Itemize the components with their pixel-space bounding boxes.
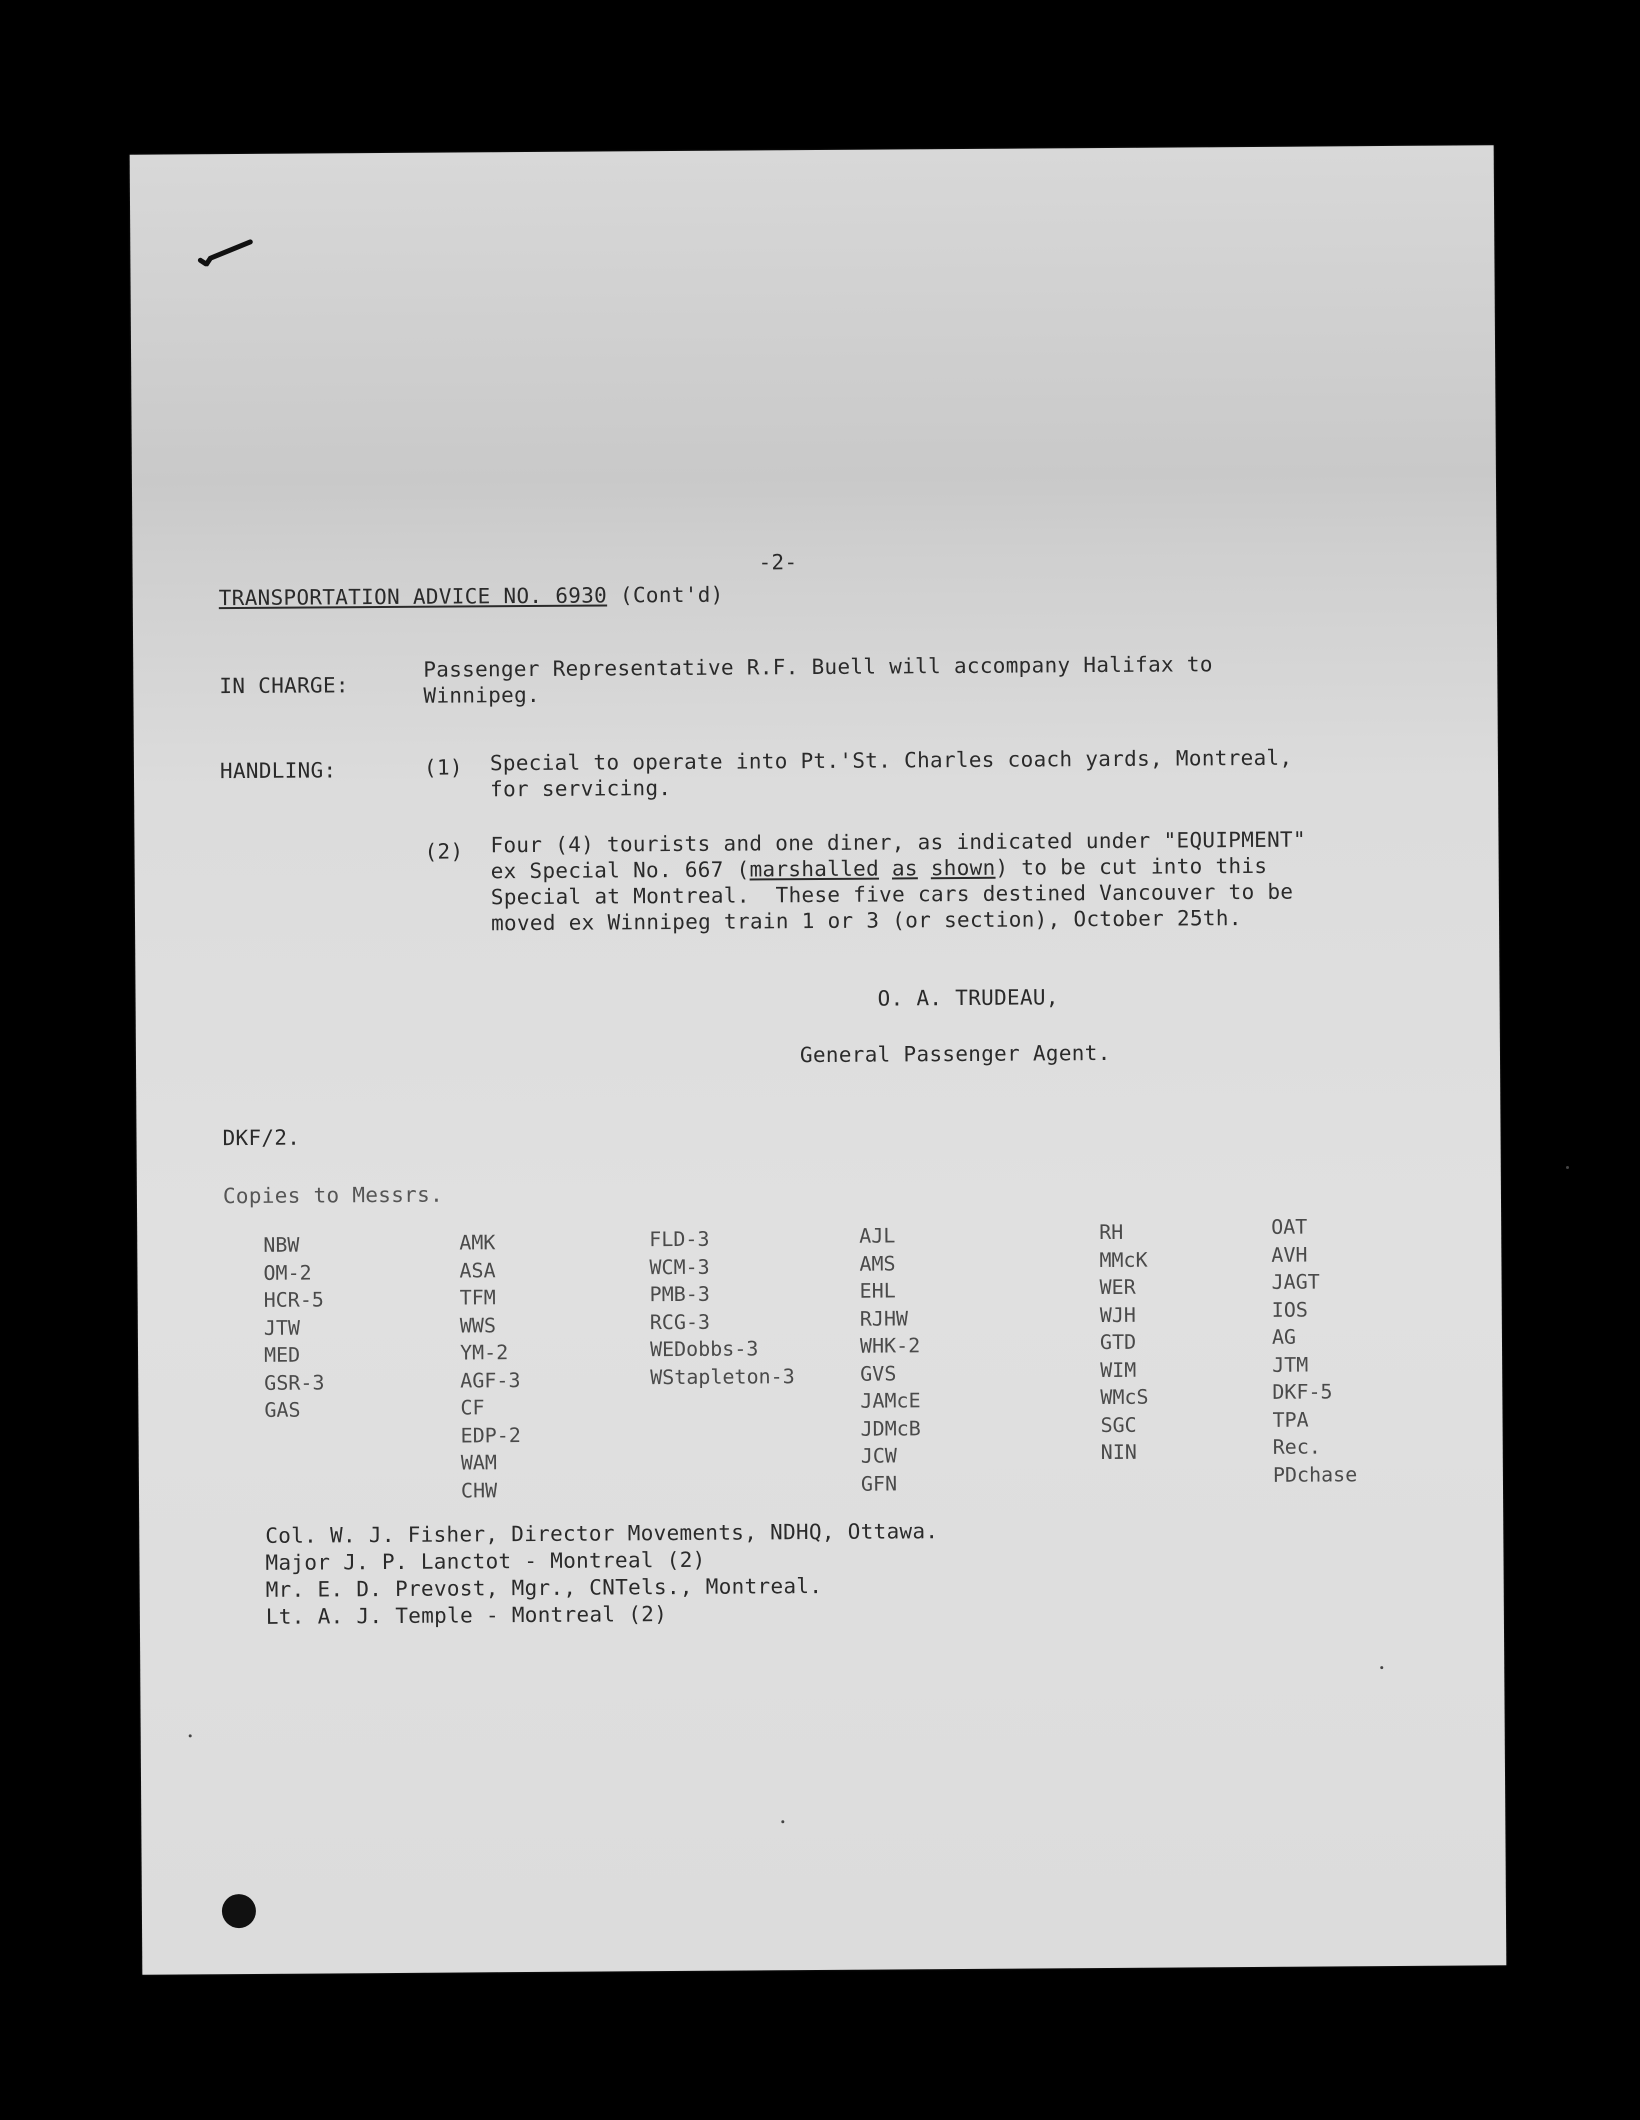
copy-recipient: OM-2 [263, 1260, 312, 1285]
copies-label: Copies to Messrs. [222, 1182, 444, 1209]
handling-item2-line2 [491, 854, 1268, 883]
signature-title: General Passenger Agent. [799, 1040, 1111, 1068]
copy-recipient: DKF-5 [1272, 1379, 1333, 1404]
page-number: -2- [758, 550, 798, 575]
copy-recipient: WER [1099, 1274, 1136, 1300]
copy-recipient: TFM [459, 1285, 496, 1310]
copy-recipient: AGF-3 [460, 1367, 521, 1393]
copies-column-2 [459, 1229, 521, 1504]
copy-recipient: GFN [860, 1470, 898, 1496]
copy-recipient: SGC [1100, 1412, 1137, 1437]
copy-recipient: HCR-5 [263, 1287, 324, 1312]
document-page [130, 145, 1507, 1974]
punch-hole [222, 1894, 256, 1928]
copy-recipient: NBW [263, 1232, 300, 1257]
in-charge-line1: Passenger Representative R.F. Buell will accompany Halifax to [423, 652, 1213, 682]
handling-item1-line1: Special to operate into Pt.'St. Charles coach yards, Montreal, [489, 745, 1293, 776]
copy-recipient: RCG-3 [649, 1309, 711, 1334]
copy-recipient: AVH [1271, 1242, 1308, 1267]
copy-recipient: JTM [1272, 1352, 1309, 1377]
background-speck [1566, 1166, 1569, 1169]
copy-recipient: JDMcB [860, 1415, 921, 1441]
copy-recipient: EDP-2 [460, 1422, 521, 1448]
reference-initials: DKF/2. [222, 1125, 301, 1151]
copy-recipient: WIM [1100, 1357, 1137, 1382]
pen-check-mark [196, 236, 254, 266]
copies-column-4 [859, 1222, 921, 1497]
copy-recipient: JAGT [1271, 1269, 1320, 1294]
copy-recipient: WCM-3 [649, 1254, 710, 1279]
copy-recipient: AJL [859, 1223, 896, 1248]
copy-recipient: WWS [459, 1312, 497, 1338]
copy-recipient: WStapleton-3 [650, 1363, 795, 1389]
paper-speck [1380, 1666, 1383, 1669]
copy-recipient: GVS [860, 1360, 897, 1386]
signature-name: O. A. TRUDEAU, [877, 985, 1059, 1011]
copy-recipient: TPA [1272, 1407, 1309, 1432]
handling-item1-line2: for servicing. [490, 776, 672, 802]
in-charge-line2: Winnipeg. [423, 682, 541, 708]
copy-recipient: YM-2 [459, 1340, 509, 1365]
copy-recipient: GTD [1099, 1329, 1137, 1355]
copy-recipient: RJHW [859, 1305, 909, 1331]
copy-recipient: JAMcE [860, 1388, 921, 1413]
copy-recipient: MED [263, 1342, 301, 1367]
copy-recipient: NIN [1100, 1439, 1137, 1465]
line2-part-a: ex Special No. 667 ( [490, 857, 750, 884]
copy-recipient: CF [460, 1395, 485, 1420]
underlined-marshalled: marshalled [749, 856, 880, 882]
underlined-as: as [891, 856, 918, 881]
line2-space-2 [918, 856, 931, 880]
handling-item1-number: (1) [423, 755, 463, 780]
copy-recipient: WEDobbs-3 [649, 1336, 759, 1362]
copy-recipient: GAS [264, 1397, 301, 1422]
copy-recipient: PMB-3 [649, 1281, 710, 1307]
additional-copy-3: Mr. E. D. Prevost, Mgr., CNTels., Montreal. [265, 1573, 823, 1602]
line2-part-b: ) to be cut into this [995, 853, 1268, 880]
copy-recipient: WHK-2 [859, 1333, 921, 1358]
copy-recipient: IOS [1271, 1297, 1308, 1322]
heading-title: TRANSPORTATION ADVICE NO. 6930 [218, 583, 608, 611]
document-heading [219, 583, 724, 611]
handling-item2-number: (2) [424, 839, 464, 864]
copy-recipient: AMS [859, 1250, 896, 1276]
copy-recipient: WAM [460, 1450, 498, 1475]
copy-recipient: EHL [859, 1278, 896, 1303]
copy-recipient: WJH [1099, 1302, 1136, 1327]
copy-recipient: WMcS [1100, 1384, 1149, 1410]
copy-recipient: FLD-3 [649, 1226, 710, 1252]
copy-recipient: MMcK [1099, 1247, 1148, 1272]
copy-recipient: JTW [263, 1315, 301, 1340]
additional-copy-4: Lt. A. J. Temple - Montreal (2) [265, 1602, 668, 1629]
copy-recipient: GSR-3 [264, 1369, 325, 1395]
copies-column-6 [1271, 1213, 1357, 1489]
handling-item2-line1: Four (4) tourists and one diner, as indicated under "EQUIPMENT" [490, 827, 1306, 858]
in-charge-label: IN CHARGE: [219, 673, 349, 699]
copies-column-1 [263, 1231, 325, 1424]
heading-suffix: (Cont'd) [619, 582, 724, 608]
copy-recipient: CHW [460, 1477, 498, 1503]
copy-recipient: ASA [459, 1257, 496, 1283]
paper-speck [189, 1734, 192, 1737]
copy-recipient: JCW [860, 1443, 897, 1468]
copies-column-3 [649, 1225, 795, 1391]
copy-recipient: Rec. [1272, 1434, 1321, 1459]
paper-speck [781, 1820, 784, 1823]
copy-recipient: AG [1271, 1324, 1297, 1349]
copies-column-5 [1099, 1219, 1149, 1467]
handling-label: HANDLING: [219, 758, 337, 784]
additional-copy-2: Major J. P. Lanctot - Montreal (2) [265, 1547, 706, 1575]
copy-recipient: AMK [459, 1230, 496, 1255]
copy-recipient: RH [1099, 1219, 1124, 1245]
copy-recipient: PDchase [1272, 1461, 1358, 1487]
handling-item2-line3: Special at Montreal. These five cars destined Vancouver to be [490, 879, 1294, 910]
handling-item2-line4: moved ex Winnipeg train 1 or 3 (or section), October 25th. [490, 906, 1242, 936]
underlined-shown: shown [930, 855, 996, 881]
copy-recipient: OAT [1271, 1214, 1308, 1239]
line2-space-1 [879, 856, 892, 880]
additional-copy-1: Col. W. J. Fisher, Director Movements, NDHQ, Ottawa. [265, 1519, 939, 1548]
